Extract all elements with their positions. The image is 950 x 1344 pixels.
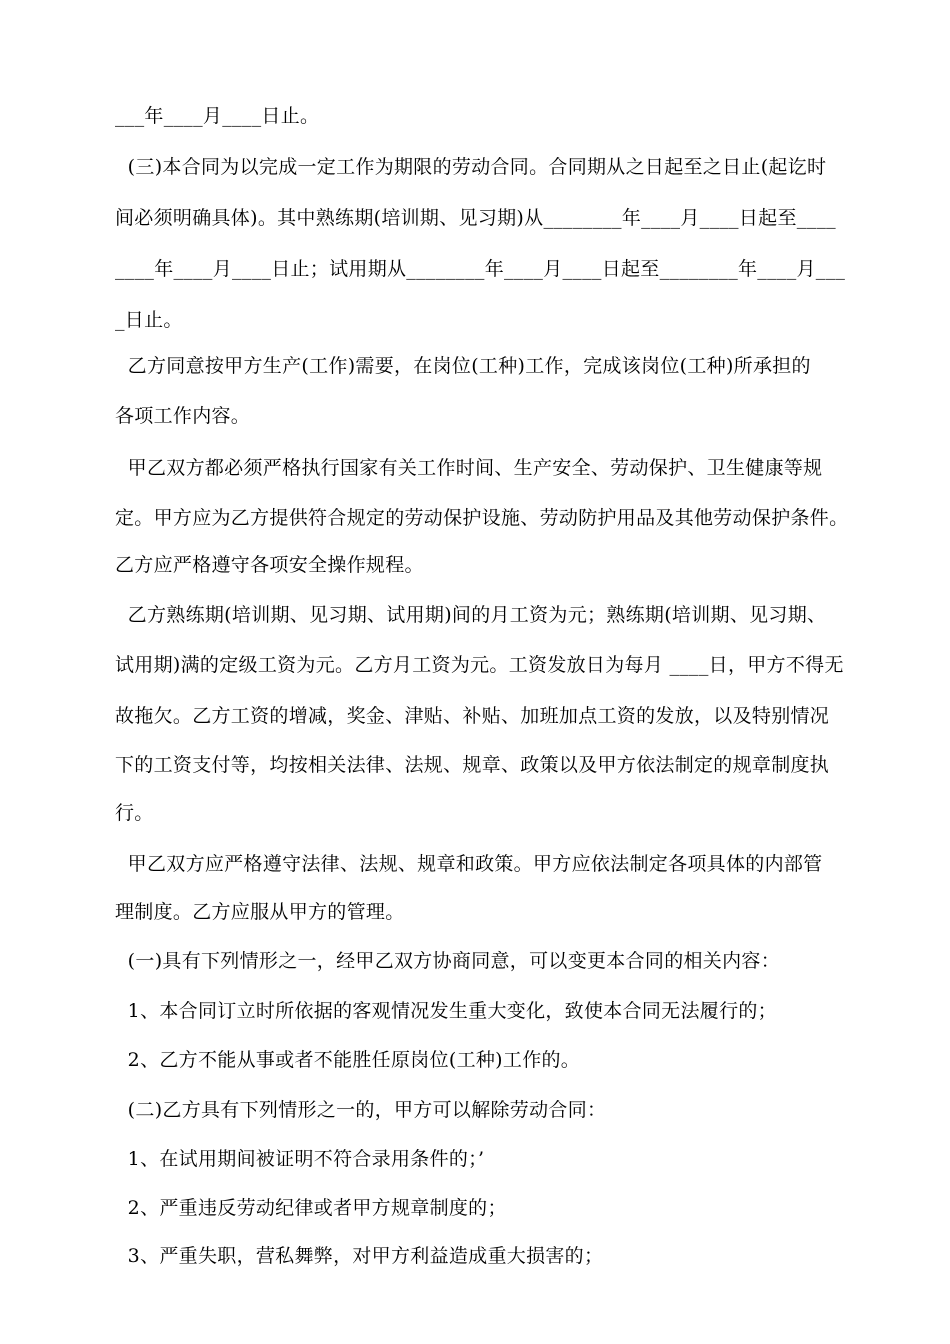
text-line: 3、严重失职，营私舞弊，对甲方利益造成重大损害的； — [115, 1245, 604, 1267]
text-line: 间必须明确具体)。其中熟练期(培训期、见习期)从________年____月____日起至____ — [115, 207, 836, 229]
text-line: 理制度。乙方应服从甲方的管理。 — [115, 901, 405, 923]
text-line: 1、本合同订立时所依据的客观情况发生重大变化，致使本合同无法履行的； — [115, 1000, 777, 1022]
text-line: 试用期)满的定级工资为元。乙方月工资为元。工资发放日为每月 ____日，甲方不得无 — [115, 654, 844, 676]
text-line: 定。甲方应为乙方提供符合规定的劳动保护设施、劳动防护用品及其他劳动保护条件。 — [115, 507, 849, 529]
text-line: ___年____月____日止。 — [115, 105, 320, 127]
text-line: 甲乙双方应严格遵守法律、法规、规章和政策。甲方应依法制定各项具体的内部管 — [115, 853, 823, 875]
text-line: _日止。 — [115, 309, 183, 331]
text-line: 甲乙双方都必须严格执行国家有关工作时间、生产安全、劳动保护、卫生健康等规 — [115, 457, 823, 479]
text-line: 乙方应严格遵守各项安全操作规程。 — [115, 554, 424, 576]
text-line: 乙方熟练期(培训期、见习期、试用期)间的月工资为元；熟练期(培训期、见习期、 — [115, 604, 827, 626]
text-line: 故拖欠。乙方工资的增减，奖金、津贴、补贴、加班加点工资的发放，以及特别情况 — [115, 705, 830, 727]
text-line: 2、乙方不能从事或者不能胜任原岗位(工种)工作的。 — [115, 1049, 581, 1071]
text-line: 2、严重违反劳动纪律或者甲方规章制度的； — [115, 1197, 507, 1219]
text-line: ____年____月____日止；试用期从________年____月____日起至________年____月___ — [115, 258, 846, 280]
text-line: 行。 — [115, 802, 154, 824]
text-line: 下的工资支付等，均按相关法律、法规、规章、政策以及甲方依法制定的规章制度执 — [115, 754, 830, 776]
text-line: 各项工作内容。 — [115, 405, 251, 427]
text-line: (一)具有下列情形之一，经甲乙双方协商同意，可以变更本合同的相关内容： — [115, 950, 781, 972]
text-line: 1、在试用期间被证明不符合录用条件的；’ — [115, 1148, 485, 1170]
text-line: 乙方同意按甲方生产(工作)需要，在岗位(工种)工作，完成该岗位(工种)所承担的 — [115, 355, 811, 377]
text-line: (二)乙方具有下列情形之一的，甲方可以解除劳动合同： — [115, 1099, 607, 1121]
text-line: (三)本合同为以完成一定工作为期限的劳动合同。合同期从之日起至之日止(起讫时 — [115, 156, 827, 178]
